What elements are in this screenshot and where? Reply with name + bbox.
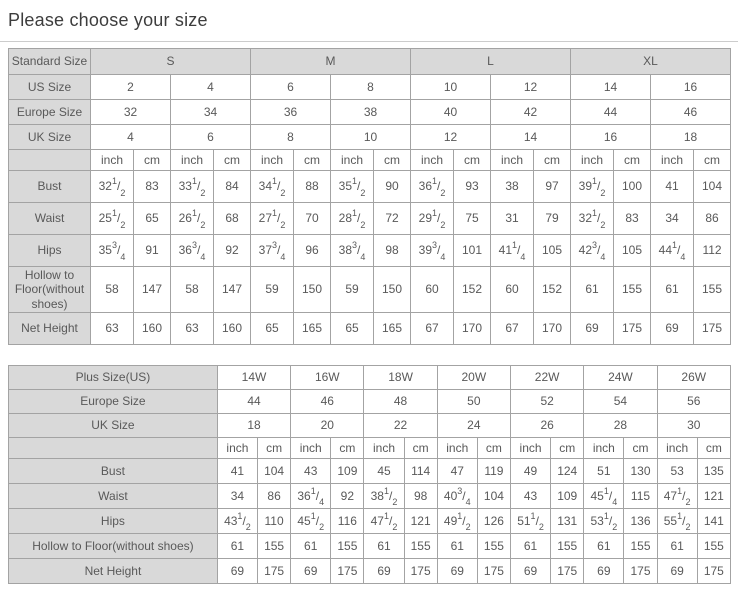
- cell: $53^1/_2$: [584, 509, 624, 534]
- cell: 67: [411, 313, 454, 345]
- cell: 18W: [364, 366, 437, 390]
- row-label: Hollow to Floor(without shoes): [9, 267, 91, 313]
- cell: $35^3/_4$: [91, 235, 134, 267]
- cell: $55^1/_2$: [657, 509, 697, 534]
- table-row: [9, 313, 731, 345]
- cell: 69: [651, 313, 694, 345]
- cell: 34: [217, 484, 257, 509]
- cell: 152: [454, 267, 491, 313]
- cell: 61: [291, 534, 331, 559]
- cell: 83: [134, 171, 171, 203]
- cell: 65: [331, 313, 374, 345]
- cell: 2: [91, 75, 171, 100]
- cell: 116: [331, 509, 364, 534]
- cell: 115: [624, 484, 657, 509]
- cell: 61: [437, 534, 477, 559]
- row-label: Hips: [9, 509, 218, 534]
- cell: 155: [694, 267, 731, 313]
- cell: 60: [491, 267, 534, 313]
- cell: cm: [294, 150, 331, 171]
- cell: 98: [404, 484, 437, 509]
- row-label: Waist: [9, 484, 218, 509]
- cell: 6: [171, 125, 251, 150]
- cell: 92: [331, 484, 364, 509]
- cell: $29^1/_2$: [411, 203, 454, 235]
- cell: cm: [624, 438, 657, 459]
- cell: 175: [258, 559, 291, 584]
- cell: 16: [651, 75, 731, 100]
- cell: 59: [251, 267, 294, 313]
- cell: 49: [510, 459, 550, 484]
- cell: inch: [657, 438, 697, 459]
- cell: 22: [364, 414, 437, 438]
- table-row: [9, 125, 731, 150]
- cell: 165: [374, 313, 411, 345]
- cell: inch: [411, 150, 454, 171]
- table-row: [9, 366, 731, 390]
- cell: 31: [491, 203, 534, 235]
- cell: 12: [411, 125, 491, 150]
- cell: 48: [364, 390, 437, 414]
- cell: 155: [551, 534, 584, 559]
- cell: 67: [491, 313, 534, 345]
- cell: 61: [584, 534, 624, 559]
- cell: 69: [217, 559, 257, 584]
- cell: 175: [694, 313, 731, 345]
- cell: 56: [657, 390, 730, 414]
- row-label: Waist: [9, 203, 91, 235]
- cell: 152: [534, 267, 571, 313]
- cell: 141: [697, 509, 730, 534]
- cell: cm: [214, 150, 251, 171]
- cell: 68: [214, 203, 251, 235]
- cell: 52: [510, 390, 583, 414]
- cell: 110: [258, 509, 291, 534]
- cell: 126: [477, 509, 510, 534]
- cell: 130: [624, 459, 657, 484]
- cell: 61: [657, 534, 697, 559]
- cell: 155: [624, 534, 657, 559]
- cell: 155: [697, 534, 730, 559]
- cell: $47^1/_2$: [364, 509, 404, 534]
- cell: 20W: [437, 366, 510, 390]
- cell: 155: [258, 534, 291, 559]
- cell: $25^1/_2$: [91, 203, 134, 235]
- cell: $32^1/_2$: [91, 171, 134, 203]
- cell: 91: [134, 235, 171, 267]
- cell: 155: [477, 534, 510, 559]
- cell: 109: [331, 459, 364, 484]
- cell: 170: [534, 313, 571, 345]
- table-row: [9, 559, 731, 584]
- cell: $38^3/_4$: [331, 235, 374, 267]
- row-label: [9, 438, 218, 459]
- table-row: [9, 509, 731, 534]
- cell: inch: [331, 150, 374, 171]
- cell: 98: [374, 235, 411, 267]
- cell: inch: [491, 150, 534, 171]
- cell: 147: [134, 267, 171, 313]
- cell: 155: [404, 534, 437, 559]
- cell: $41^1/_4$: [491, 235, 534, 267]
- standard-size-table: [8, 48, 731, 345]
- cell: $44^1/_4$: [651, 235, 694, 267]
- cell: $34^1/_2$: [251, 171, 294, 203]
- cell: 18: [651, 125, 731, 150]
- cell: 28: [584, 414, 657, 438]
- cell: 109: [551, 484, 584, 509]
- cell: $45^1/_2$: [291, 509, 331, 534]
- cell: 61: [364, 534, 404, 559]
- cell: 41: [217, 459, 257, 484]
- cell: cm: [614, 150, 651, 171]
- cell: inch: [584, 438, 624, 459]
- cell: 42: [491, 100, 571, 125]
- row-label: Bust: [9, 171, 91, 203]
- cell: 150: [374, 267, 411, 313]
- cell: 59: [331, 267, 374, 313]
- cell: 112: [694, 235, 731, 267]
- cell: $42^3/_4$: [571, 235, 614, 267]
- cell: cm: [551, 438, 584, 459]
- cell: inch: [217, 438, 257, 459]
- cell: 175: [697, 559, 730, 584]
- cell: cm: [454, 150, 491, 171]
- cell: 69: [657, 559, 697, 584]
- cell: inch: [171, 150, 214, 171]
- cell: 24: [437, 414, 510, 438]
- cell: $32^1/_2$: [571, 203, 614, 235]
- cell: 44: [571, 100, 651, 125]
- cell: $39^1/_2$: [571, 171, 614, 203]
- table-row: [9, 438, 731, 459]
- cell: 46: [291, 390, 364, 414]
- row-label: [9, 150, 91, 171]
- cell: 69: [437, 559, 477, 584]
- cell: 50: [437, 390, 510, 414]
- cell: 92: [214, 235, 251, 267]
- cell: $36^1/_2$: [411, 171, 454, 203]
- cell: 136: [624, 509, 657, 534]
- cell: 58: [91, 267, 134, 313]
- cell: $51^1/_2$: [510, 509, 550, 534]
- cell: 4: [91, 125, 171, 150]
- cell: 72: [374, 203, 411, 235]
- cell: inch: [571, 150, 614, 171]
- cell: 38: [491, 171, 534, 203]
- table-row: [9, 534, 731, 559]
- cell: $43^1/_2$: [217, 509, 257, 534]
- cell: 90: [374, 171, 411, 203]
- cell: 58: [171, 267, 214, 313]
- cell: 96: [294, 235, 331, 267]
- cell: 135: [697, 459, 730, 484]
- cell: cm: [694, 150, 731, 171]
- cell: 34: [171, 100, 251, 125]
- cell: 61: [651, 267, 694, 313]
- cell: 20: [291, 414, 364, 438]
- plus-size-table: [8, 365, 731, 584]
- row-label: Bust: [9, 459, 218, 484]
- cell: 22W: [510, 366, 583, 390]
- table-row: [9, 414, 731, 438]
- cell: cm: [534, 150, 571, 171]
- cell: cm: [331, 438, 364, 459]
- cell: 69: [291, 559, 331, 584]
- table-row: [9, 171, 731, 203]
- cell: 175: [404, 559, 437, 584]
- cell: 4: [171, 75, 251, 100]
- cell: 61: [571, 267, 614, 313]
- cell: L: [411, 49, 571, 75]
- cell: 10: [331, 125, 411, 150]
- cell: 16W: [291, 366, 364, 390]
- cell: $36^3/_4$: [171, 235, 214, 267]
- cell: 150: [294, 267, 331, 313]
- cell: 86: [258, 484, 291, 509]
- cell: 155: [331, 534, 364, 559]
- cell: 104: [258, 459, 291, 484]
- cell: 61: [217, 534, 257, 559]
- row-label: Hollow to Floor(without shoes): [9, 534, 218, 559]
- cell: inch: [510, 438, 550, 459]
- cell: 175: [624, 559, 657, 584]
- cell: $37^3/_4$: [251, 235, 294, 267]
- standard-size-table-body: [9, 49, 731, 345]
- cell: 175: [477, 559, 510, 584]
- row-label: Europe Size: [9, 100, 91, 125]
- table-row: [9, 459, 731, 484]
- table-row: [9, 100, 731, 125]
- cell: 104: [477, 484, 510, 509]
- cell: 70: [294, 203, 331, 235]
- cell: 131: [551, 509, 584, 534]
- cell: XL: [571, 49, 731, 75]
- cell: 8: [331, 75, 411, 100]
- cell: 165: [294, 313, 331, 345]
- cell: $27^1/_2$: [251, 203, 294, 235]
- cell: 124: [551, 459, 584, 484]
- cell: 14: [491, 125, 571, 150]
- cell: $47^1/_2$: [657, 484, 697, 509]
- row-label: Standard Size: [9, 49, 91, 75]
- cell: 26: [510, 414, 583, 438]
- cell: 175: [331, 559, 364, 584]
- cell: 114: [404, 459, 437, 484]
- row-label: Net Height: [9, 559, 218, 584]
- cell: $39^3/_4$: [411, 235, 454, 267]
- table-row: [9, 267, 731, 313]
- cell: 14W: [217, 366, 290, 390]
- cell: cm: [374, 150, 411, 171]
- cell: $33^1/_2$: [171, 171, 214, 203]
- cell: 10: [411, 75, 491, 100]
- cell: inch: [364, 438, 404, 459]
- row-label: Plus Size(US): [9, 366, 218, 390]
- table-row: [9, 390, 731, 414]
- cell: $49^1/_2$: [437, 509, 477, 534]
- cell: 30: [657, 414, 730, 438]
- cell: 121: [404, 509, 437, 534]
- cell: inch: [437, 438, 477, 459]
- cell: 175: [551, 559, 584, 584]
- cell: 65: [251, 313, 294, 345]
- cell: $26^1/_2$: [171, 203, 214, 235]
- cell: 155: [614, 267, 651, 313]
- cell: 69: [364, 559, 404, 584]
- table-row: [9, 75, 731, 100]
- cell: cm: [134, 150, 171, 171]
- cell: 51: [584, 459, 624, 484]
- cell: 83: [614, 203, 651, 235]
- cell: 119: [477, 459, 510, 484]
- cell: 46: [651, 100, 731, 125]
- plus-size-table-body: [9, 366, 731, 584]
- cell: inch: [91, 150, 134, 171]
- cell: 6: [251, 75, 331, 100]
- cell: 36: [251, 100, 331, 125]
- cell: 170: [454, 313, 491, 345]
- cell: S: [91, 49, 251, 75]
- cell: 34: [651, 203, 694, 235]
- cell: inch: [291, 438, 331, 459]
- cell: 41: [651, 171, 694, 203]
- row-label: UK Size: [9, 414, 218, 438]
- cell: $40^3/_4$: [437, 484, 477, 509]
- cell: M: [251, 49, 411, 75]
- cell: 43: [510, 484, 550, 509]
- cell: 97: [534, 171, 571, 203]
- cell: $38^1/_2$: [364, 484, 404, 509]
- cell: 86: [694, 203, 731, 235]
- row-label: US Size: [9, 75, 91, 100]
- table-row: [9, 235, 731, 267]
- cell: 88: [294, 171, 331, 203]
- cell: 69: [571, 313, 614, 345]
- table-row: [9, 150, 731, 171]
- cell: $36^1/_4$: [291, 484, 331, 509]
- cell: cm: [477, 438, 510, 459]
- cell: 175: [614, 313, 651, 345]
- cell: cm: [258, 438, 291, 459]
- page-title: Please choose your size: [8, 10, 208, 30]
- cell: 60: [411, 267, 454, 313]
- cell: 8: [251, 125, 331, 150]
- table-row: [9, 203, 731, 235]
- cell: 75: [454, 203, 491, 235]
- cell: 105: [534, 235, 571, 267]
- cell: 40: [411, 100, 491, 125]
- cell: 104: [694, 171, 731, 203]
- cell: 26W: [657, 366, 730, 390]
- cell: 47: [437, 459, 477, 484]
- cell: $45^1/_4$: [584, 484, 624, 509]
- cell: 24W: [584, 366, 657, 390]
- cell: cm: [404, 438, 437, 459]
- cell: 53: [657, 459, 697, 484]
- cell: $28^1/_2$: [331, 203, 374, 235]
- cell: 63: [91, 313, 134, 345]
- cell: 43: [291, 459, 331, 484]
- cell: 93: [454, 171, 491, 203]
- cell: 54: [584, 390, 657, 414]
- cell: 44: [217, 390, 290, 414]
- title-divider: [0, 41, 738, 42]
- cell: inch: [251, 150, 294, 171]
- cell: 65: [134, 203, 171, 235]
- cell: 45: [364, 459, 404, 484]
- table-row: [9, 49, 731, 75]
- cell: 14: [571, 75, 651, 100]
- cell: cm: [697, 438, 730, 459]
- cell: 147: [214, 267, 251, 313]
- cell: 32: [91, 100, 171, 125]
- cell: $35^1/_2$: [331, 171, 374, 203]
- cell: 18: [217, 414, 290, 438]
- cell: 105: [614, 235, 651, 267]
- cell: inch: [651, 150, 694, 171]
- cell: 38: [331, 100, 411, 125]
- cell: 69: [584, 559, 624, 584]
- cell: 160: [214, 313, 251, 345]
- cell: 121: [697, 484, 730, 509]
- row-label: Net Height: [9, 313, 91, 345]
- cell: 101: [454, 235, 491, 267]
- cell: 63: [171, 313, 214, 345]
- cell: 79: [534, 203, 571, 235]
- row-label: Europe Size: [9, 390, 218, 414]
- cell: 61: [510, 534, 550, 559]
- cell: 12: [491, 75, 571, 100]
- row-label: UK Size: [9, 125, 91, 150]
- cell: 69: [510, 559, 550, 584]
- table-row: [9, 484, 731, 509]
- cell: 84: [214, 171, 251, 203]
- row-label: Hips: [9, 235, 91, 267]
- cell: 16: [571, 125, 651, 150]
- cell: 160: [134, 313, 171, 345]
- cell: 100: [614, 171, 651, 203]
